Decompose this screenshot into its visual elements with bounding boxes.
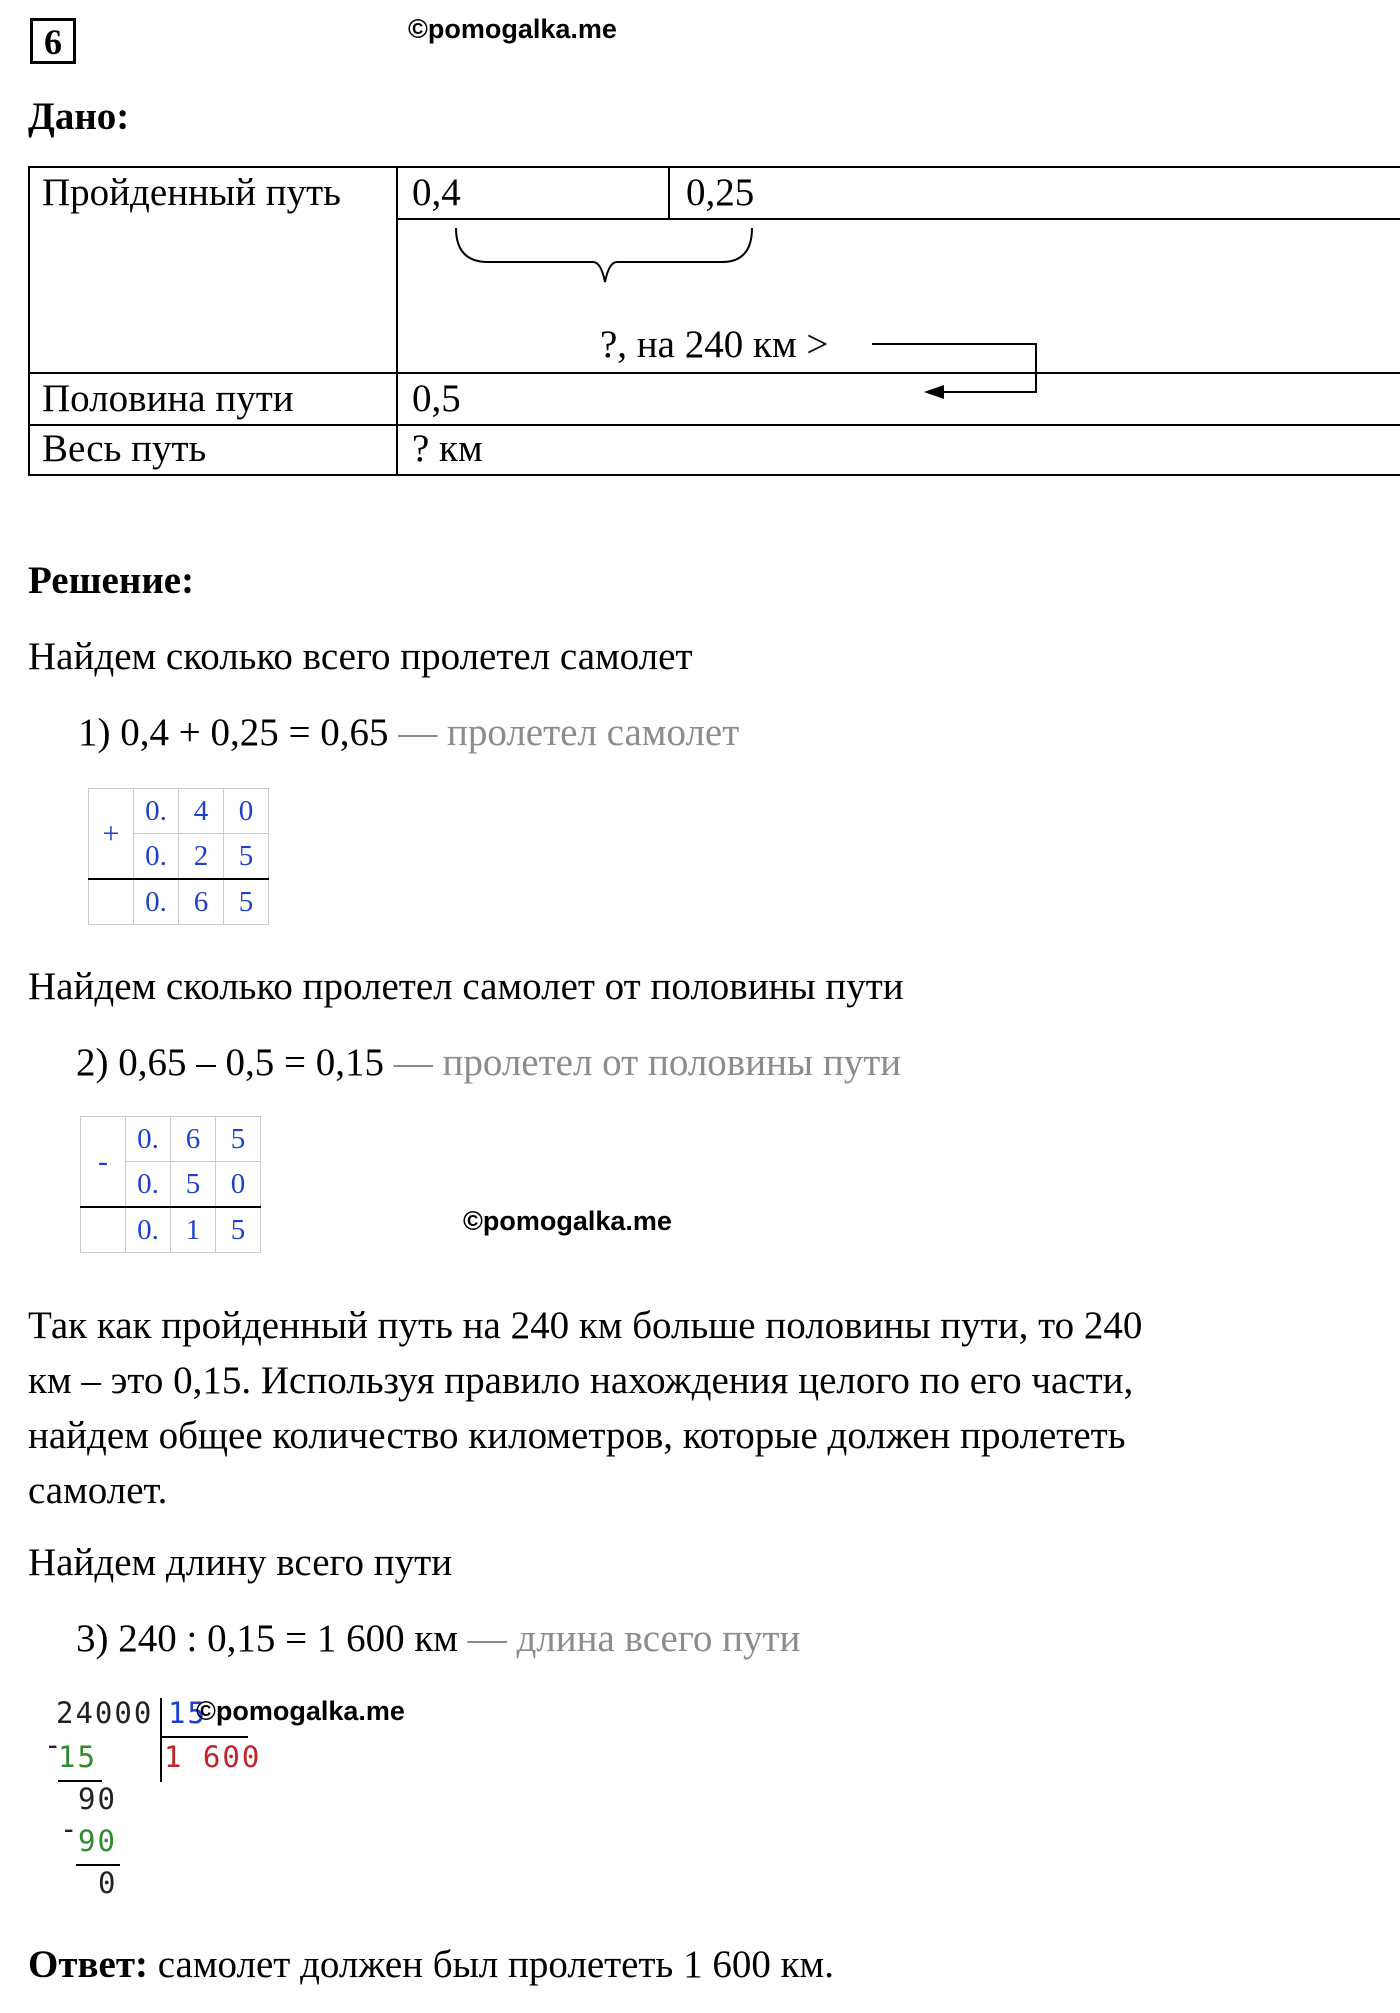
cell: 5 xyxy=(224,879,269,925)
step-3-note: — длина всего пути xyxy=(457,1617,801,1660)
minus-sign: - xyxy=(81,1117,126,1208)
paragraph-3-line: км – это 0,15. Используя правило нахождения целого по его части, xyxy=(28,1359,1134,1402)
cell: 2 xyxy=(179,834,224,880)
paragraph-3-line: найдем общее количество километров, которые должен пролететь xyxy=(28,1414,1126,1457)
row1-label: Пройденный путь xyxy=(42,171,341,214)
row2-value: 0,5 xyxy=(412,377,461,420)
row1-value-1: 0,4 xyxy=(412,171,461,214)
row3-label: Весь путь xyxy=(42,427,207,470)
task-number-box xyxy=(30,18,76,64)
watermark-middle: ©pomogalka.me xyxy=(463,1206,672,1236)
step-2 xyxy=(76,1040,901,1085)
cell: 6 xyxy=(171,1117,216,1162)
paragraph-3-line: самолет. xyxy=(28,1469,168,1512)
minus-sign-2: - xyxy=(60,1812,80,1846)
given-table xyxy=(28,166,1400,476)
cell: 0. xyxy=(126,1207,171,1253)
paragraph-1: Найдем сколько всего пролетел самолет xyxy=(28,635,693,678)
division-bar-vertical xyxy=(160,1698,162,1782)
cell: 0. xyxy=(134,834,179,880)
cell: 0 xyxy=(216,1162,261,1208)
plus-sign: + xyxy=(89,789,134,880)
step-3-expression: 3) 240 : 0,15 = 1 600 км xyxy=(76,1617,458,1660)
brace-note: ?, на 240 км > xyxy=(600,323,829,366)
cell: 4 xyxy=(179,789,224,834)
answer xyxy=(28,1942,834,1987)
curly-brace xyxy=(456,228,752,282)
addition-table xyxy=(88,788,269,925)
step-2-expression: 2) 0,65 – 0,5 = 0,15 xyxy=(76,1041,384,1084)
cell: 0. xyxy=(134,879,179,925)
remainder-1: 90 xyxy=(78,1782,117,1816)
subtrahend-1: 15 xyxy=(58,1740,97,1774)
solution-heading: Решение: xyxy=(28,559,195,602)
remainder-2: 0 xyxy=(98,1866,118,1900)
task-number: 6 xyxy=(44,22,62,62)
paragraph-4: Найдем длину всего пути xyxy=(28,1541,453,1584)
row2-label: Половина пути xyxy=(42,377,294,420)
arrow-line xyxy=(872,344,1036,392)
cell: 6 xyxy=(179,879,224,925)
given-heading: Дано: xyxy=(28,95,130,138)
answer-text: самолет должен был пролететь 1 600 км. xyxy=(148,1943,834,1986)
answer-label: Ответ: xyxy=(28,1943,149,1986)
minus-sign-1: - xyxy=(44,1728,64,1762)
division-bar-horizontal xyxy=(160,1736,248,1738)
cell: 5 xyxy=(216,1117,261,1162)
step-1-expression: 1) 0,4 + 0,25 = 0,65 xyxy=(78,711,389,754)
empty-cell xyxy=(89,879,134,925)
step-3 xyxy=(76,1616,800,1661)
dividend: 24000 xyxy=(56,1696,154,1730)
arrow-head xyxy=(924,385,944,399)
cell: 5 xyxy=(171,1162,216,1208)
step-1-note: — пролетел самолет xyxy=(388,711,740,754)
cell: 5 xyxy=(216,1207,261,1253)
paragraph-2: Найдем сколько пролетел самолет от половины пути xyxy=(28,965,904,1008)
step-1 xyxy=(78,710,739,755)
row1-value-2: 0,25 xyxy=(686,171,755,214)
subtraction-table xyxy=(80,1116,261,1253)
cell: 5 xyxy=(224,834,269,880)
empty-cell xyxy=(81,1207,126,1253)
paragraph-3-line: Так как пройденный путь на 240 км больше половины пути, то 240 xyxy=(28,1304,1143,1347)
cell: 1 xyxy=(171,1207,216,1253)
paragraph-3 xyxy=(28,1298,1142,1518)
quotient: 1 600 xyxy=(164,1740,262,1774)
cell: 0. xyxy=(134,789,179,834)
watermark-bottom: ©pomogalka.me xyxy=(196,1696,405,1726)
cell: 0. xyxy=(126,1162,171,1208)
cell: 0. xyxy=(126,1117,171,1162)
subtrahend-2: 90 xyxy=(78,1824,117,1858)
brace-diagram xyxy=(28,166,1400,476)
row3-value: ? км xyxy=(412,427,483,470)
step-2-note: — пролетел от половины пути xyxy=(383,1041,902,1084)
watermark-top: ©pomogalka.me xyxy=(408,14,617,44)
divisor: 15 xyxy=(168,1696,207,1730)
cell: 0 xyxy=(224,789,269,834)
